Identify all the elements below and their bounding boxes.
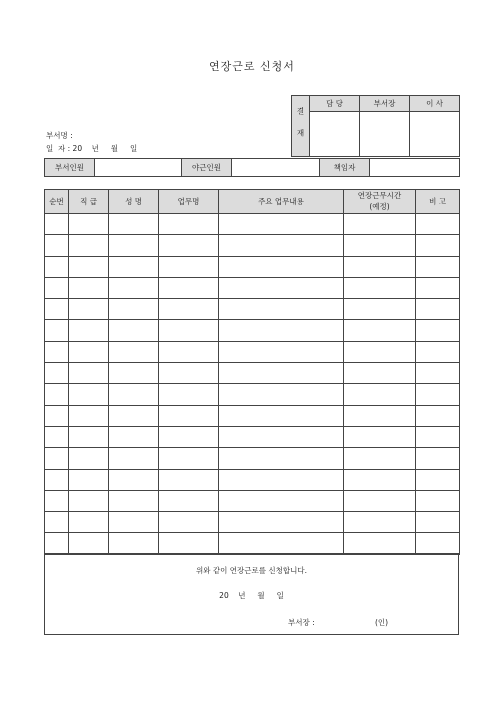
cell-task[interactable] [159,277,219,298]
cell-remarks[interactable] [416,363,460,384]
cell-remarks[interactable] [416,533,460,554]
cell-name[interactable] [109,512,159,533]
cell-description[interactable] [219,490,344,511]
table-row [45,426,460,447]
cell-no[interactable] [45,299,69,320]
cell-no[interactable] [45,405,69,426]
col-header-hours: 연장근무시간 (예정) [344,190,416,214]
cell-description[interactable] [219,256,344,277]
cell-task[interactable] [159,512,219,533]
table-row [45,341,460,362]
cell-task[interactable] [159,320,219,341]
col-header-rank: 직 급 [69,190,109,214]
table-row [45,405,460,426]
approval-header-director: 이 사 [410,96,460,112]
cell-description[interactable] [219,363,344,384]
cell-no[interactable] [45,277,69,298]
footer-statement: 위와 같이 연장근로를 신청합니다. [196,566,307,575]
dept-staff-label: 부서인원 [45,159,95,177]
cell-hours[interactable] [344,277,416,298]
cell-hours[interactable] [344,214,416,235]
date-label: 일 자 : 20 년 월 일 [46,144,138,153]
cell-no[interactable] [45,320,69,341]
cell-task[interactable] [159,363,219,384]
table-row [45,448,460,469]
manager-field[interactable] [370,159,460,177]
table-row [45,384,460,405]
cell-no[interactable] [45,426,69,447]
night-staff-field[interactable] [232,159,320,177]
cell-rank[interactable] [69,448,109,469]
cell-remarks[interactable] [416,490,460,511]
cell-no[interactable] [45,214,69,235]
cell-name[interactable] [109,533,159,554]
cell-hours[interactable] [344,448,416,469]
cell-name[interactable] [109,363,159,384]
approval-sign-director[interactable] [410,112,460,157]
approval-sign-dept-head[interactable] [360,112,410,157]
cell-remarks[interactable] [416,426,460,447]
cell-description[interactable] [219,512,344,533]
footer-date: 20 년 월 일 [219,591,284,600]
cell-task[interactable] [159,469,219,490]
cell-task[interactable] [159,341,219,362]
cell-rank[interactable] [69,363,109,384]
cell-rank[interactable] [69,426,109,447]
cell-no[interactable] [45,490,69,511]
cell-no[interactable] [45,363,69,384]
table-row [45,363,460,384]
cell-name[interactable] [109,320,159,341]
cell-hours[interactable] [344,384,416,405]
col-header-task: 업무명 [159,190,219,214]
cell-remarks[interactable] [416,235,460,256]
col-header-description: 주요 업무내용 [219,190,344,214]
cell-hours[interactable] [344,426,416,447]
cell-hours[interactable] [344,363,416,384]
manager-label: 책임자 [320,159,370,177]
cell-rank[interactable] [69,405,109,426]
table-row [45,214,460,235]
table-row [45,256,460,277]
cell-rank[interactable] [69,512,109,533]
cell-remarks[interactable] [416,512,460,533]
cell-remarks[interactable] [416,214,460,235]
cell-rank[interactable] [69,214,109,235]
table-row [45,469,460,490]
approval-sign-staff[interactable] [310,112,360,157]
cell-hours[interactable] [344,341,416,362]
footer-box [44,553,459,635]
approval-header-dept-head: 부서장 [360,96,410,112]
col-header-name: 성 명 [109,190,159,214]
cell-rank[interactable] [69,490,109,511]
cell-task[interactable] [159,490,219,511]
cell-hours[interactable] [344,469,416,490]
cell-rank[interactable] [69,384,109,405]
page-title: 연장근로 신청서 [209,60,295,73]
cell-name[interactable] [109,490,159,511]
cell-task[interactable] [159,533,219,554]
cell-name[interactable] [109,405,159,426]
cell-hours[interactable] [344,256,416,277]
night-staff-label: 야근인원 [182,159,232,177]
cell-task[interactable] [159,448,219,469]
cell-description[interactable] [219,299,344,320]
cell-rank[interactable] [69,533,109,554]
cell-hours[interactable] [344,533,416,554]
col-header-remarks: 비 고 [416,190,460,214]
cell-name[interactable] [109,384,159,405]
cell-task[interactable] [159,214,219,235]
dept-staff-field[interactable] [95,159,182,177]
cell-description[interactable] [219,277,344,298]
cell-description[interactable] [219,320,344,341]
cell-name[interactable] [109,214,159,235]
cell-task[interactable] [159,256,219,277]
footer-signer-label: 부서장 : [288,618,315,627]
cell-no[interactable] [45,533,69,554]
cell-rank[interactable] [69,277,109,298]
cell-no[interactable] [45,512,69,533]
cell-description[interactable] [219,469,344,490]
cell-task[interactable] [159,405,219,426]
cell-description[interactable] [219,405,344,426]
cell-name[interactable] [109,426,159,447]
table-row [45,299,460,320]
cell-no[interactable] [45,469,69,490]
approval-label: 결 재 [296,107,305,143]
cell-remarks[interactable] [416,299,460,320]
table-row [45,490,460,511]
cell-hours[interactable] [344,299,416,320]
cell-task[interactable] [159,299,219,320]
table-row [45,277,460,298]
cell-name[interactable] [109,235,159,256]
cell-name[interactable] [109,448,159,469]
approval-label-cell [292,96,310,157]
cell-hours[interactable] [344,490,416,511]
cell-no[interactable] [45,341,69,362]
cell-rank[interactable] [69,341,109,362]
cell-description[interactable] [219,214,344,235]
cell-remarks[interactable] [416,405,460,426]
cell-task[interactable] [159,426,219,447]
cell-remarks[interactable] [416,256,460,277]
cell-remarks[interactable] [416,320,460,341]
table-row [45,235,460,256]
cell-hours[interactable] [344,405,416,426]
cell-no[interactable] [45,235,69,256]
cell-description[interactable] [219,341,344,362]
dept-info-table [44,158,460,177]
cell-remarks[interactable] [416,341,460,362]
cell-remarks[interactable] [416,384,460,405]
cell-description[interactable] [219,235,344,256]
approval-header-staff: 담 당 [310,96,360,112]
cell-name[interactable] [109,469,159,490]
cell-description[interactable] [219,384,344,405]
cell-no[interactable] [45,448,69,469]
cell-description[interactable] [219,426,344,447]
cell-remarks[interactable] [416,277,460,298]
table-row [45,320,460,341]
cell-rank[interactable] [69,235,109,256]
cell-hours[interactable] [344,320,416,341]
cell-hours[interactable] [344,235,416,256]
cell-task[interactable] [159,384,219,405]
cell-name[interactable] [109,277,159,298]
cell-description[interactable] [219,448,344,469]
cell-hours[interactable] [344,512,416,533]
footer-seal: (인) [375,618,389,627]
table-row [45,533,460,554]
cell-rank[interactable] [69,256,109,277]
cell-no[interactable] [45,384,69,405]
cell-remarks[interactable] [416,469,460,490]
cell-rank[interactable] [69,469,109,490]
cell-name[interactable] [109,256,159,277]
dept-name-label: 부서명 : [46,131,73,140]
col-header-no: 순번 [45,190,69,214]
table-row [45,512,460,533]
cell-no[interactable] [45,256,69,277]
cell-task[interactable] [159,235,219,256]
overtime-table [44,189,460,555]
cell-rank[interactable] [69,320,109,341]
cell-remarks[interactable] [416,448,460,469]
approval-box [291,95,460,157]
cell-rank[interactable] [69,299,109,320]
cell-name[interactable] [109,341,159,362]
cell-description[interactable] [219,533,344,554]
cell-name[interactable] [109,299,159,320]
